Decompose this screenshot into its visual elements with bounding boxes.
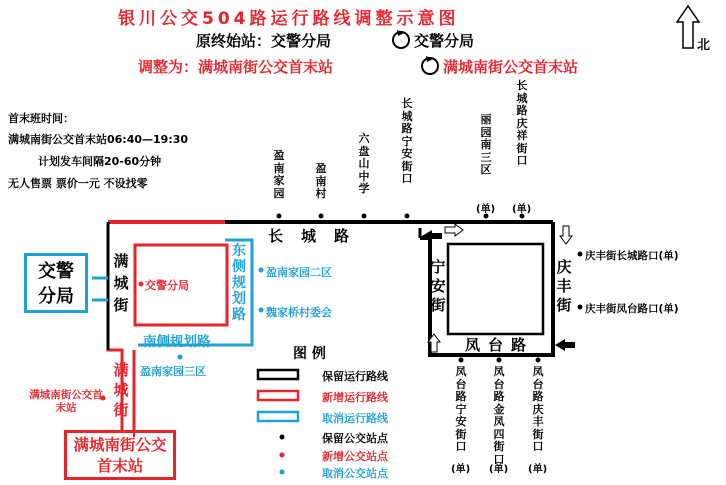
- legend-dot-retained: [280, 435, 285, 440]
- stop-dot-retained: [578, 305, 583, 310]
- stop-dot-cancelled: [259, 308, 264, 313]
- street-east-planned: 东侧规划路: [232, 243, 246, 323]
- stop-label-weiqiao: 魏家桥村委会: [266, 306, 332, 319]
- street-mancheng-lower: 满城街: [113, 361, 129, 419]
- street-changcheng: 长城路: [268, 227, 368, 245]
- arrow-left-shaft: [432, 233, 442, 239]
- stop-label-top: 六盘山中学: [358, 132, 370, 195]
- legend-title: 图 例: [293, 346, 326, 362]
- street-ningan: 宁安街: [430, 258, 446, 314]
- adjusted-terminals: 调整为：满城南街公交首末站: [138, 58, 334, 76]
- stop-dot-cancelled: [259, 268, 264, 273]
- jiaojing-new-stop: 交警分局: [145, 279, 189, 292]
- stop-dot-new: [139, 282, 144, 287]
- legend-line-cancelled: [258, 412, 298, 421]
- stop-suffix: (单): [489, 464, 509, 475]
- legend-item-retained-stop: 保留公交站点: [322, 432, 388, 445]
- stop-label-right: 庆丰街长城路口(单): [585, 250, 679, 262]
- stop-suffix: (单): [528, 464, 548, 475]
- original-terminals-end: 交警分局: [414, 32, 475, 50]
- street-south-planned: 南侧规划路: [143, 334, 211, 350]
- legend-item-new-stop: 新增公交站点: [322, 450, 388, 463]
- stop-label-top: 盈南村: [315, 162, 327, 200]
- arrow-down-outline-icon: [560, 226, 572, 244]
- arrow-left-icon: [422, 230, 432, 242]
- stop-label-bottom: 凤台路金凤四街口: [493, 365, 505, 466]
- street-fengtai: 凤台路: [465, 336, 535, 354]
- stop-suffix: (单): [451, 464, 471, 475]
- adjusted-terminals-end: 满城南街公交首末站: [443, 58, 579, 76]
- stop-label-top: 丽园南三区: [480, 113, 492, 176]
- schedule-fare: 无人售票 票价一元 不设找零: [8, 177, 148, 190]
- schedule-interval: 计划发车间隔20-60分钟: [38, 155, 162, 168]
- loop-arrow-icon: [397, 30, 404, 36]
- stop-label-top: 长城路庆祥街口: [516, 79, 528, 167]
- street-mancheng-upper: 满城街: [113, 252, 129, 314]
- stop-label-top: 盈南家园: [273, 149, 285, 200]
- arrow-left-bottom-shaft: [565, 342, 575, 348]
- arrow-right-outline-icon: [445, 224, 463, 236]
- terminal-small-label: 满城南街公交首末站: [29, 389, 103, 414]
- stop-label-top: 长城路宁安街口: [401, 97, 413, 185]
- original-terminals: 原终始站：交警分局: [196, 32, 332, 50]
- stop-dot-retained: [578, 252, 583, 257]
- legend-item-cancelled-line: 取消运行路线: [322, 412, 388, 425]
- stop-dot-retained: [319, 214, 324, 219]
- stop-label-yingnan-3: 盈南家园三区: [140, 365, 206, 378]
- north-arrow-icon: [677, 6, 699, 48]
- map-title: 银川公交504路运行路线调整示意图: [118, 9, 460, 29]
- jiaojing-old-terminal: [24, 253, 88, 313]
- stop-dot-retained: [497, 358, 502, 363]
- inner-loop-frame: [448, 244, 543, 334]
- loop-arrow-icon: [426, 56, 433, 62]
- legend-line-new: [258, 391, 298, 400]
- north-label: 北: [697, 38, 711, 53]
- legend-item-retained-line: 保留运行路线: [322, 370, 388, 383]
- stop-dot-retained: [536, 358, 541, 363]
- stop-dot-cancelled: [178, 355, 183, 360]
- jiaojing-old-label: 交警分局: [38, 261, 74, 307]
- schedule-times: 满城南街公交首末站06:40—19:30: [8, 133, 189, 146]
- arrow-left-bottom-icon: [555, 339, 565, 351]
- stop-label-bottom: 凤台路宁安街口: [455, 365, 467, 453]
- legend-dot-new: [280, 453, 285, 458]
- new-terminal-box: [64, 430, 176, 480]
- stop-dot-retained: [362, 214, 367, 219]
- stop-dot-retained: [405, 214, 410, 219]
- stop-dot-retained: [459, 358, 464, 363]
- stop-dot-retained: [277, 214, 282, 219]
- new-terminal-label: 满城南街公交首末站: [73, 436, 167, 475]
- stop-label-right: 庆丰街凤台路口(单): [585, 303, 679, 315]
- legend-item-new-line: 新增运行路线: [322, 391, 388, 404]
- legend-item-cancelled-stop: 取消公交站点: [322, 467, 388, 480]
- stop-label-bottom: 凤台路庆丰街口: [532, 365, 544, 453]
- street-qingfeng: 庆丰街: [556, 258, 572, 314]
- stop-suffix: (单): [476, 204, 496, 215]
- stop-suffix: (单): [512, 204, 532, 215]
- stop-label-yingnan-2: 盈南家园二区: [266, 266, 332, 279]
- legend-line-retained: [258, 370, 298, 379]
- legend-dot-cancelled: [280, 470, 285, 475]
- schedule-heading: 首末班时间：: [8, 112, 74, 125]
